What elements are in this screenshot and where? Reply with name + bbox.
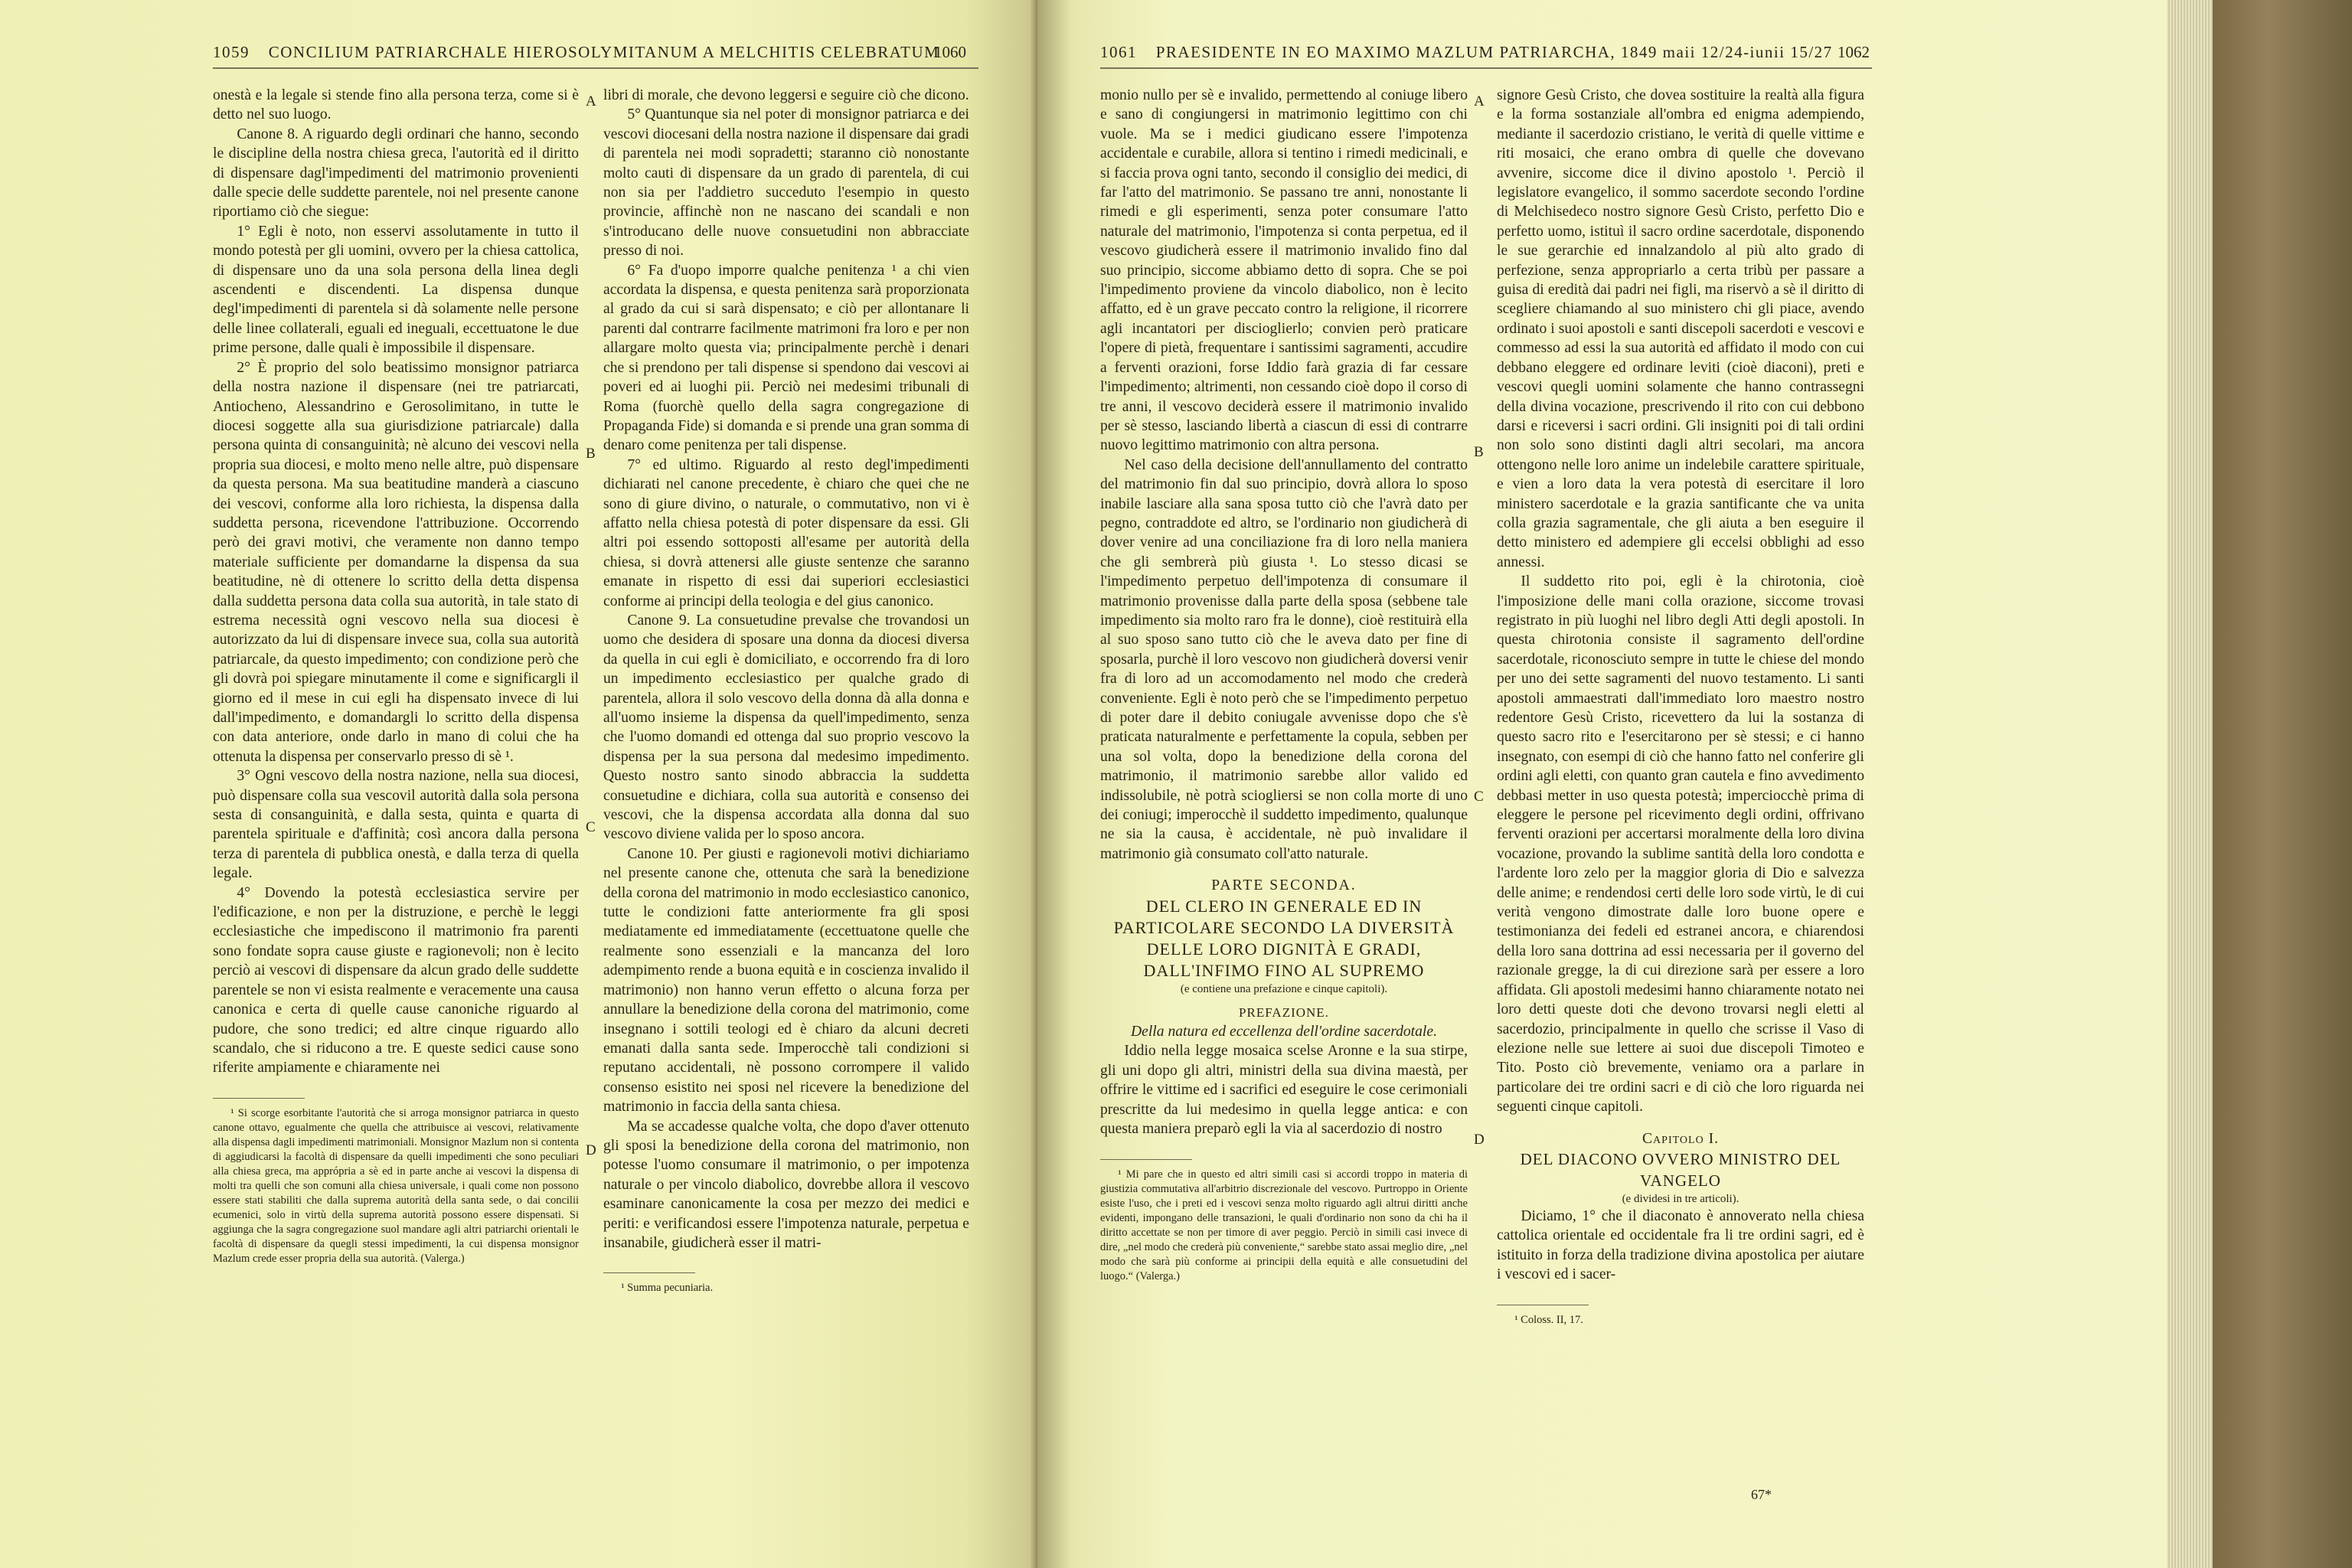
paragraph: 3° Ogni vescovo della nostra nazione, nella sua diocesi, può dispensare colla sua vescovil autorità dalla sola persona sesta di consanguinità, e dalla sesta, quinta e quarta di parentela spirituale e d'affinità; così ancora dalla persona terza di parentela di pubblica onestà, e dalla terza di quella legale. xyxy=(213,768,579,882)
page-number: 1060 xyxy=(934,43,966,61)
paragraph: 5° Quantunque sia nel poter di monsignor patriarca e dei vescovi diocesani della nostra nazione il dispensare dai gradi di parentela nei modi sopradetti; staranno ciò nonostante molto cauti di dispensare da un grado di parentela, di cui non sia per l'addietro succeduto l'esempio in questo provincie, affinchè non ne nascano dei scandali e non s'introducano delle nuove consuetudini non abbracciate presso di noi. xyxy=(603,106,969,260)
right-page-column-2 xyxy=(1497,86,1864,1540)
margin-letter: C xyxy=(586,819,596,835)
margin-letter: C xyxy=(1474,789,1484,805)
right-page-column-1 xyxy=(1100,86,1468,1540)
part-heading: DEL CLERO IN GENERALE ED IN PARTICOLARE SECONDO LA DIVERSITÀ DELLE LORO DIGNITÀ E GRADI, DALL'INFIMO FINO AL SUPREMO xyxy=(1113,896,1455,980)
left-page-column-1 xyxy=(213,86,579,1540)
part-title: PARTE SECONDA. xyxy=(1211,877,1357,894)
running-head-title: PRAESIDENTE IN EO MAXIMO MAZLUM PATRIARCHA, 1849 maii 12/24-iunii 15/27 xyxy=(1155,43,1833,61)
page-number: 1062 xyxy=(1838,43,1870,61)
paragraph: Canone 8. A riguardo degli ordinari che hanno, secondo le discipline della nostra chiesa greca, l'autorità ed il diritto di dispensare dagl'impedimenti del matrimonio provenienti dalle specie delle suddette parentele, noi nel presente canone riportiamo ciò che siegue: xyxy=(213,126,579,220)
paragraph: 6° Fa d'uopo imporre qualche penitenza ¹ a chi vien accordata la dispensa, e questa penitenza sarà proporzionata al grado da cui si sarà dispensato; e ciò per allontanare li parenti dal contrarre facilmente matrimoni fra loro e per non allargare molto questa via; principalmente perchè i denari che si prendono per tali dispense si spendono dai vescovi ai poveri ed ai luoghi pii. Perciò nei medesimi tribunali di Roma (fuorchè quello della sagra congregazione di Propaganda Fide) si domanda e si prende una gran somma di denaro come penitenza per tali dispense. xyxy=(603,262,969,454)
paragraph: libri di morale, che devono leggersi e seguire ciò che dicono. xyxy=(603,87,969,103)
left-page-column-2 xyxy=(603,86,969,1540)
margin-letter: A xyxy=(1474,93,1485,109)
footnote-rule xyxy=(213,1098,305,1099)
page-number: 1061 xyxy=(1100,43,1137,61)
book-cover xyxy=(2213,0,2352,1568)
right-page xyxy=(1037,0,2167,1568)
paragraph: Iddio nella legge mosaica scelse Aronne e la sua stirpe, gli uni dopo gli altri, ministri della sua divina maestà, per offrire le vittime ed i sacrifici ed eseguire le cose cerimoniali prescritte da lui medesimo in quella legge antica: e con questa maniera preparò egli la via al sacerdozio di nostro xyxy=(1100,1043,1468,1138)
paragraph: Canone 10. Per giusti e ragionevoli motivi dichiariamo nel presente canone che, ottenuta che sarà la benedizione della corona del matrimonio in modo ecclesiastico canonico, tutte le condizioni fatte anteriormente fra gli sposi mediatamente ed immediatamente (eccettuatone quelle che realmente sono essenziali e la mancanza del loro adempimento rende a buona equità e in coscienza invalido il matrimonio) non hanno verun effetto o alcuna forza per annullare la benedizione della corona del matrimonio, come insegnano i sottili teologi ed è chiaro da alcuni decreti emanati dalla santa sede. Imperocchè tali condizioni si reputano accidentali, nè possono corrompere il valido consenso esistito nei sposi nel ricevere la benedizione del matrimonio in faccia della santa chiesa. xyxy=(603,845,969,1116)
margin-letter: D xyxy=(1474,1132,1485,1148)
paragraph: signore Gesù Cristo, che dovea sostituire la realtà alla figura e la forma sostanziale all'ombra ed enigma adempiendo, mediante il sacerdozio cristiano, le verità di quelle vittime e riti mosaici, che erano ombra di quelle che dovevano avvenire, siccome dice il divino apostolo ¹. Perciò il legislatore evangelico, il sommo sacerdote secondo l'ordine di Melchisedeco nostro signore Gesù Cristo, perfetto Dio e perfetto uomo, istituì il sacro ordine sacerdotale, disponendo le sue gerarchie ed innalzandolo al più alto grado di perfezione, senza appropriarlo a certa tribù per passare a guisa di eredità dai padri nei figli, ma riservò a sè il diritto di scegliere chiamando al suo ministero chi gli piace, avendo ordinato i suoi apostoli e santi discepoli sacerdoti e vescovi e commesso ad essi la sua autorità ed affidato il modo con cui debbano eleggere ed ordinare leviti (cioè diaconi), preti e vescovi quegli uomini solamente che hanno contrassegni della divina vocazione, prescrivendo il rito con cui debbono darsi e riceversi i sacri ordini. Gli insigniti poi di tali ordini non solo sono distinti dagli altri secolari, ma ancora ottengono nelle loro anime un indelebile carattere spirituale, e vien a loro data la vera potestà di esercitare il loro ministero sacerdotale e la grazia santificante che va unita colla grazia sagramentale, che gli aiuta a ben eseguire il detto ministero ed adempiere gli eccelsi obblighi ad esso annessi. xyxy=(1497,87,1864,570)
paragraph: Ma se accadesse qualche volta, che dopo d'aver ottenuto gli sposi la benedizione della corona del matrimonio, non potesse l'uomo consumare il matrimonio, o per impotenza naturale o per vincolo diabolico, dovrebbe allora il vescovo esaminare canonicamente la cosa per mezzo dei medici e periti: e verificandosi essere l'impotenza naturale, perpetua e insanabile, giudicherà esser il matri- xyxy=(603,1118,969,1251)
header-rule xyxy=(213,67,978,69)
part-note: (e contiene una prefazione e cinque capitoli). xyxy=(1180,982,1388,995)
paragraph: 4° Dovendo la potestà ecclesiastica servire per l'edificazione, e non per la distruzione, e perchè le leggi ecclesiastiche che impediscono il matrimonio fra parenti sono fondate sopra cause giuste e ragionevoli; non è lecito perciò ai vescovi di dispensare da alcun grado delle suddette parentele se non vi esista realmente e veracemente una causa canonica e certa di quelle cause canoniche riguardo al pudore, che sono tredici; ed altre cinque riguardo allo scandalo, che si riducono a tre. E queste sedici cause sono riferite ampiamente e chiaramente nei xyxy=(213,884,579,1076)
chapter-heading: DEL DIACONO OVVERO MINISTRO DEL VANGELO xyxy=(1520,1149,1841,1190)
preface-title: PREFAZIONE. xyxy=(1239,1004,1329,1020)
page-number: 1059 xyxy=(213,43,250,61)
margin-letter: B xyxy=(1474,444,1484,460)
footnote-rule xyxy=(603,1272,695,1273)
paragraph: 1° Egli è noto, non esservi assolutamente in tutto il mondo potestà per gli uomini, ovvero per la chiesa cattolica, di dispensare uno da una sola persona della linea degli ascendenti e discendenti. La dispensa dunque degl'impedimenti di parentela si dà solamente nelle persone delle linee collaterali, eguali ed ineguali, eccettuatone le due prime persone, dalle quali è impossibile il dispensare. xyxy=(213,223,579,357)
footnote: ¹ Si scorge esorbitante l'autorità che si arroga monsignor patriarca in questo canone ottavo, egualmente che quella che attribuisce ai vescovi, relativamente alla dispensa dagli impedimenti matrimoniali. Monsignor Mazlum non si contenta di aggiudicarsi la facoltà di dispensare da quelli impedimenti che sono peculiari alla chiesa greca, ma apprópria a sè ed in parte anche ai vescovi la dispensa di molti tra quelli che son comuni alla chiesa universale, i quali come non possono essere stati stabiliti che dalla suprema autorità della santa sede, o dai concilii ecumenici, solo in virtù della suprema autorità possono essere dispensati. Si aggiunga che la sagra congregazione suol mandare agli altri patriarchi orientali le facoltà di dispensare da quegli stessi impedimenti, la cui dispensa monsignor Mazlum crede esser propria della sua autorità. (Valerga.) xyxy=(213,1106,579,1265)
margin-letter: A xyxy=(586,93,596,109)
footnote: ¹ Summa pecuniaria. xyxy=(621,1282,714,1295)
paragraph: Canone 9. La consuetudine prevalse che trovandosi un uomo che desidera di sposare una donna da diocesi diversa da quella in cui egli è domiciliato, e occorrendo fra di loro un impedimento ecclesiastico per qualche grado di parentela, allora il solo vescovo della donna dà alla donna e all'uomo insieme la dispensa da quell'impedimento, senza che l'uomo domandi ed ottenga dal suo proprio vescovo la dispensa per la sua persona dal medesimo impedimento. Questo nostro santo sinodo abbraccia la suddetta consuetudine e dichiara, colla sua autorità e consenso dei vescovi, che la dispensa accordata alla donna dal suo vescovo diviene valida per lo sposo ancora. xyxy=(603,612,969,843)
preface-subtitle: Della natura ed eccellenza dell'ordine sacerdotale. xyxy=(1131,1024,1437,1040)
left-page xyxy=(0,0,1037,1568)
paragraph: monio nullo per sè e invalido, permettendo al coniuge libero e sano di congiungersi in matrimonio legittimo con chi vuole. Ma se i medici giudicano essere l'impotenza accidentale e curabile, allora si tentino i rimedi medicinali, e si faccia prova ogni tanto, secondo il consiglio dei medici, di far l'atto del matrimonio. Se passano tre anni, nonostante li rimedi e gli esperimenti, senza poter consumare l'atto naturale del matrimonio, l'impotenza si conta perpetua, ed il vescovo giudicherà essere il matrimonio invalido fino dal suo principio, siccome abbiamo detto di sopra. Che se poi l'impedimento proviene da vincolo diabolico, non è lecito affatto, ed è un grave peccato contro la religione, il ricorrere agli incantatori per discioglierlo; convien però praticare l'opere di pietà, frequentare i santissimi sagramenti, accudire a ferventi orazioni, forse Iddio farà grazia di far cessare l'impedimento; altrimenti, non cessando cioè dopo il corso di tre anni, il vescovo deciderà essere il matrimonio invalido per sè stesso, lasciando libertà a ciascun di essi di contrarre nuovo legittimo matrimonio con altra persona. xyxy=(1100,87,1468,454)
chapter-title: Capitolo I. xyxy=(1642,1130,1720,1147)
right-page-header xyxy=(1100,43,1833,62)
footnote: ¹ Coloss. II, 17. xyxy=(1514,1313,1583,1326)
paragraph: 7° ed ultimo. Riguardo al resto degl'impedimenti dichiarati nel canone precedente, è chiaro che quei che ne sono di giure divino, o naturale, o commutativo, non vi è affatto nella chiesa potestà di poter dispensare da essi. Gli altri poi essendo sottoposti all'esame per autorità della chiesa, si dovrà attenersi alle giuste sentenze che saranno emanate in rispetto di essi dai superiori ecclesiastici conforme ai principi della teologia e del gius canonico. xyxy=(603,456,969,609)
paragraph: Il suddetto rito poi, egli è la chirotonia, cioè l'imposizione delle mani colla orazione, siccome trovasi registrato in più luoghi nel libro degli Atti degli apostoli. In questa chirotonia consiste il sagramento dell'ordine sacerdotale, riconosciuto sempre in tutte le chiese del mondo per uno dei sette sagramenti del nuovo testamento. Li santi apostoli ammaestrati dall'immediato loro maestro nostro redentore Gesù Cristo, ricevettero da lui la sostanza di questo sacro rito e l'esercitarono per sè stessi; e ci hanno insegnato, con esempi di ciò che hanno fatto nel conferire gli ordini agli eletti, con quanto gran cautela e fino avvedimento debbasi metter in uso questa potestà; imperciocchè prima di eleggere le persone pel ricevimento degli ordini, offrivano ferventi orazioni per accertarsi moralmente della loro divina vocazione, provando la sublime santità della loro condotta e l'ardente loro zelo per la maggior gloria di Dio e salvezza delle anime; e rendendosi certi delle loro sode virtù, le di cui verità vengono dimostrate dalle loro buone opere e testimonianza dei fedeli ed estranei ancora, e chiarendosi della loro sana dottrina ad essi necessaria per il governo del razionale gregge, la di cui direzione sarà per essere a loro affidata. Gli apostoli medesimi hanno chiaramente notato nei loro detti queste doti che devono trovarsi negli eletti al sacerdozio, principalmente in quello che scrisse il Vaso di elezione nelle sue lettere ai suoi due discepoli Timoteo e Tito. Posto ciò brevemente, veniamo ora a parlare in particolare dei tre ordini sacri e di ciò che loro riguarda nei seguenti cinque capitoli. xyxy=(1497,573,1864,1116)
header-rule xyxy=(1100,67,1872,69)
footnote: ¹ Mi pare che in questo ed altri simili casi si accordi troppo in materia di giustizia commutativa all'arbitrio discrezionale del vescovo. Purtroppo in Oriente esiste l'uso, che i preti ed i vescovi senza molto riguardo agli altrui diritti anche evidenti, impongano delle transazioni, le quali d'ordinario non sono da chi ha il diritto accettate se non per timore di aver peggio. Perciò in simili casi invece di dire, „nel modo che crederà più conveniente,“ sarebbe stato assai meglio dire, „nel modo che sarà più conforme ai principii della equità e alle consuetudini del luogo.“ (Valerga.) xyxy=(1100,1168,1468,1282)
paragraph: onestà e la legale si stende fino alla persona terza, come si è detto nel suo luogo. xyxy=(213,87,579,123)
margin-letter: D xyxy=(586,1142,596,1158)
margin-letter: B xyxy=(586,446,596,462)
page-edges xyxy=(2167,0,2213,1568)
signature-mark: 67* xyxy=(1751,1487,1772,1502)
footnote-rule xyxy=(1100,1159,1192,1160)
running-head-title: CONCILIUM PATRIARCHALE HIEROSOLYMITANUM A MELCHITIS CELEBRATUM xyxy=(268,43,940,61)
paragraph: 2° È proprio del solo beatissimo monsignor patriarca della nostra nazione il dispensare (nei tre patriarcati, Antiocheno, Alessandrino e Gerosolimitano, in tutte le diocesi soggette alla sua giurisdizione patriarcale) dalla persona quinta di consanguinità; nè alcuno dei vescovi nella propria sua diocesi, e molto meno nelle altre, può dispensare da questa persona. Ma sua beatitudine manderà a ciascuno dei vescovi, conforme alla loro richiesta, la dispensa dalla suddetta persona, ricevendone l'attribuzione. Occorrendo però dei gravi motivi, che veramente non danno tempo materiale sufficiente per domandarne la dispensa da sua beatitudine, nè di ottenere lo scritto della detta dispensa dalla suddetta persona data colla sua autorità, in tale stato di estrema necessità ogni vescovo nella sua diocesi è autorizzato da lui di dispensare invece sua, colla sua autorità patriarcale, da questo impedimento; con condizione però che gli dovrà poi spiegare minutamente il come e significargli il giorno ed il mese in cui egli ha dispensato invece di lui dall'impedimento, e domandargli lo scritto della dispensa con data anteriore, onde darlo in mano di colui che ha ottenuta la dispensa per conservarlo presso di sè ¹. xyxy=(213,359,579,765)
paragraph: Diciamo, 1° che il diaconato è annoverato nella chiesa cattolica orientale ed occidentale fra li tre ordini sagri, ed è istituito in forza della tradizione divina apostolica per aiutare i vescovi ed i sacer- xyxy=(1497,1207,1864,1283)
left-page-header xyxy=(213,43,939,62)
paragraph: Nel caso della decisione dell'annullamento del contratto del matrimonio fin dal suo principio, dovrà allora lo sposo inabile lasciare alla sana sposa tutto ciò che l'avrà dato per pegno, contraddote ed altro, se l'ordinario non giudicherà di dover venire ad una conciliazione fra di loro nella maniera che gli sembrerà più giusta ¹. Lo stesso dicasi se l'impedimento perpetuo dell'impotenza di consumare il matrimonio provenisse dalla parte della sposa (sebbene tale impedimento sia molto raro fra le donne), cioè restituirà ella al suo sposo sano tutto ciò che le aveva dato per fine di sposarla, purchè il loro vescovo non giudicherà doversi venir fra di loro ad un accomodamento nel modo che crederà conveniente. Egli è noto però che se l'impedimento perpetuo di poter dare il debito coniugale avvenisse dopo che s'è praticata naturalmente e perfettamente la copula, sebben per una sol volta, dopo la benedizione della corona del matrimonio, il matrimonio sarebbe allor valido ed indissolubile, nè potrà sciogliersi se non colla morte di uno dei coniugi; imperocchè il suddetto impedimento, qualunque ne sia la causa, è accidentale, nè può invalidare il matrimonio già consumato coll'atto naturale. xyxy=(1100,456,1468,862)
chapter-note: (e dividesi in tre articoli). xyxy=(1622,1192,1740,1205)
